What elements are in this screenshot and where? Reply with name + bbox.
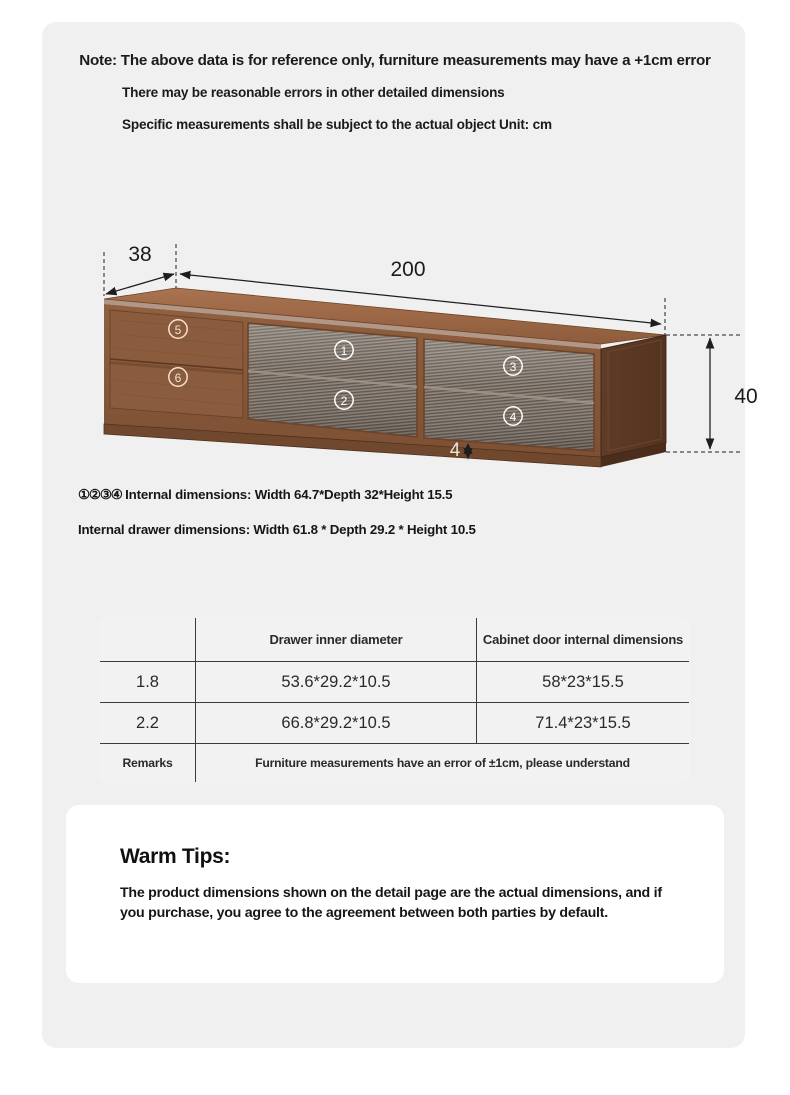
svg-text:40: 40 [734, 385, 758, 408]
svg-text:1: 1 [340, 344, 348, 358]
note-secondary: There may be reasonable errors in other detailed dimensions [122, 85, 505, 100]
row-key-2: 2.2 [100, 703, 196, 744]
svg-text:3: 3 [509, 360, 517, 374]
drawer-stack-left [110, 310, 243, 418]
row-key-1: 1.8 [100, 662, 196, 703]
warm-tips-card [66, 805, 724, 983]
warm-tips-body: The product dimensions shown on the detail page are the actual dimensions, and if you purchase, you agree to the agreement between both parties by default. [120, 885, 662, 921]
header-cell-cabinet: Cabinet door internal dimensions [477, 618, 690, 662]
svg-text:38: 38 [128, 243, 152, 266]
drawer-dimensions-line: Internal drawer dimensions: Width 61.8 * Depth 29.2 * Height 10.5 [78, 522, 476, 537]
svg-text:2: 2 [340, 394, 348, 408]
svg-text:200: 200 [390, 258, 426, 281]
warm-tips-title: Warm Tips: [120, 845, 231, 868]
remarks-label: Remarks [100, 744, 196, 783]
note-primary: Note: The above data is for reference only, furniture measurements may have a +1cm error [79, 52, 711, 69]
table-row [100, 703, 690, 744]
header-cell-blank [100, 618, 196, 662]
dimension-depth-38 [104, 243, 176, 296]
svg-text:6: 6 [174, 371, 182, 385]
row-drawer-2: 66.8*29.2*10.5 [196, 703, 477, 744]
remarks-text: Furniture measurements have an error of ±1cm, please understand [196, 744, 690, 783]
svg-text:4: 4 [509, 410, 517, 424]
cabinet-illustration [104, 288, 666, 467]
row-drawer-1: 53.6*29.2*10.5 [196, 662, 477, 703]
dimension-height-40 [666, 335, 758, 452]
table-header-row [100, 618, 690, 662]
internal-dimensions-line [78, 487, 728, 503]
glass-door-bay-left [248, 323, 417, 437]
row-cabinet-1: 58*23*15.5 [477, 662, 690, 703]
callout-sequence-label: ①②③④ [78, 487, 122, 502]
specifications-table [99, 617, 690, 783]
internal-dimensions-text [78, 487, 728, 537]
row-cabinet-2: 71.4*23*15.5 [477, 703, 690, 744]
furniture-dimension-diagram [0, 228, 790, 493]
table-remarks-row [100, 744, 690, 783]
svg-text:4: 4 [449, 440, 461, 461]
svg-text:5: 5 [174, 323, 182, 337]
header-cell-drawer: Drawer inner diameter [196, 618, 477, 662]
cabinet-right-side-panel [601, 335, 666, 457]
internal-dimensions-value: Internal dimensions: Width 64.7*Depth 32*Height 15.5 [121, 487, 453, 502]
note-tertiary: Specific measurements shall be subject to the actual object Unit: cm [122, 117, 552, 132]
notes-block [0, 52, 790, 132]
glass-door-bay-right [424, 339, 594, 451]
table-row [100, 662, 690, 703]
